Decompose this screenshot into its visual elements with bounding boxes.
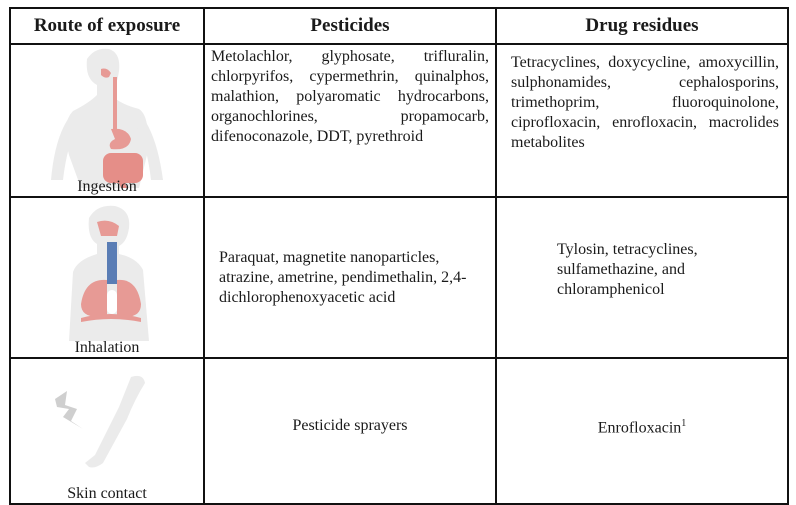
footnote-marker: 1 xyxy=(681,417,687,429)
route-cell xyxy=(10,358,204,504)
pesticides-cell: Pesticide sprayers xyxy=(204,358,496,504)
pesticides-cell: Paraquat, magnetite nanoparticles, atrazine, ametrine, pendimethalin, 2,4-dichlorophenoxyacetic acid xyxy=(204,197,496,358)
header-route: Route of exposure xyxy=(10,8,204,44)
drug-residues-cell: Tetracyclines, doxycycline, amoxycillin, sulphonamides, cephalosporins, trimethoprim, fluoroquinolone, ciprofloxacin, enrofloxacin, macrolides metabolites xyxy=(496,44,788,197)
route-cell xyxy=(10,197,204,358)
table-row xyxy=(10,358,788,504)
pesticides-cell: Metolachlor, glyphosate, trifluralin, chlorpyrifos, cypermethrin, quinalphos, malathion, polyaromatic hydrocarbons, organochlorines, propamocarb, difenoconazole, DDT, pyrethroid xyxy=(204,44,496,197)
route-cell xyxy=(10,44,204,197)
drug-residue-name: Enrofloxacin xyxy=(597,419,682,437)
drug-residues-cell: Tylosin, tetracyclines, sulfamethazine, and chloramphenicol xyxy=(496,197,788,358)
respiratory-system-icon xyxy=(11,198,205,341)
header-pesticides: Pesticides xyxy=(204,8,496,44)
table-row xyxy=(10,44,788,197)
header-drug-residues: Drug residues xyxy=(496,8,788,44)
route-label: Inhalation xyxy=(74,339,140,356)
table-row xyxy=(10,197,788,358)
digestive-system-icon xyxy=(11,45,205,188)
route-label: Ingestion xyxy=(77,178,137,195)
route-label: Skin contact xyxy=(67,485,147,502)
arm-lightning-icon xyxy=(11,359,205,493)
drug-residues-cell xyxy=(496,358,788,504)
exposure-table xyxy=(9,7,789,505)
header-row xyxy=(10,8,788,44)
